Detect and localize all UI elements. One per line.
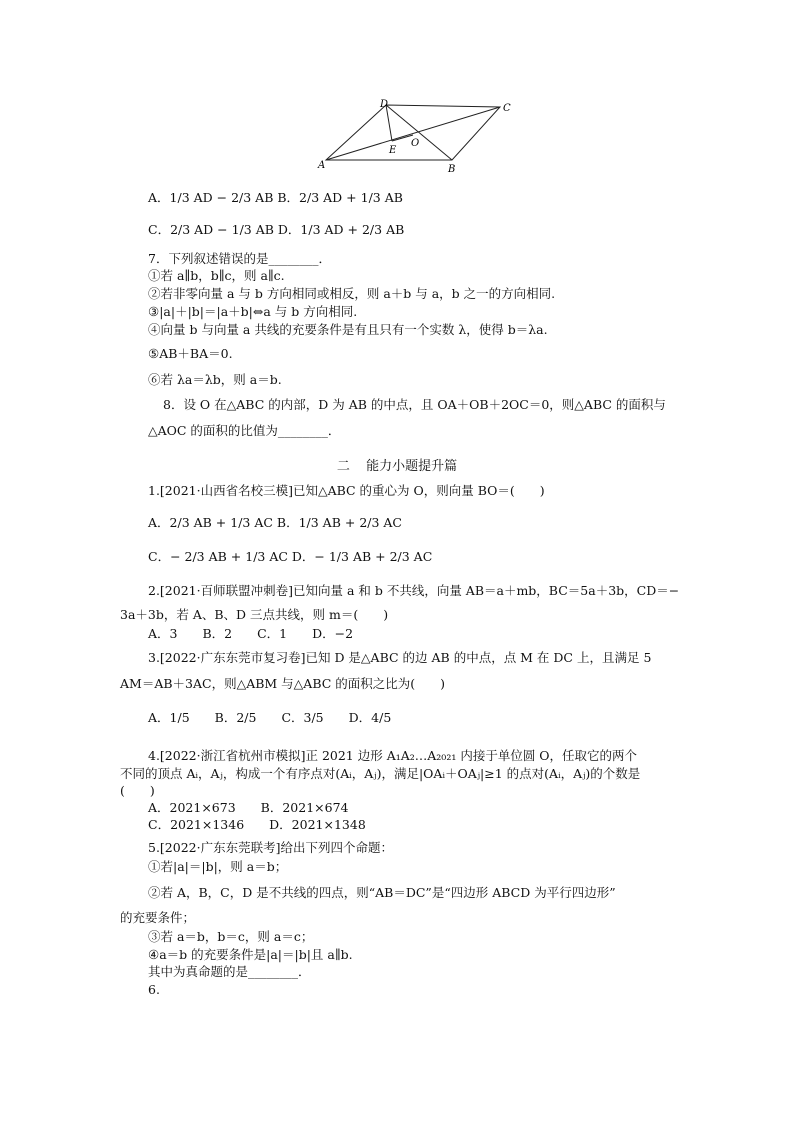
figure-label-b: B bbox=[448, 164, 456, 175]
section-title: 能力小题提升篇 bbox=[366, 459, 458, 474]
s5-item-1: ①若|a|＝|b|，则 a＝b； bbox=[148, 859, 288, 874]
s5-conclusion: 其中为真命题的是________． bbox=[148, 964, 311, 979]
q6-options-row1: A．1/3 AD − 2/3 AB B．2/3 AD + 1/3 AB bbox=[148, 190, 403, 205]
q7-item-2: ②若非零向量 a 与 b 方向相同或相反，则 a＋b 与 a，b 之一的方向相同. bbox=[148, 286, 556, 301]
q7-item-3: ③|a|＋|b|＝|a＋b|⇔a 与 b 方向相同. bbox=[148, 304, 358, 319]
q7-item-5: ⑤AB＋BA＝0. bbox=[148, 346, 233, 361]
s1-options-row2: C．− 2/3 AB + 1/3 AC D．− 1/3 AB + 2/3 AC bbox=[148, 549, 433, 564]
figure-label-e: E bbox=[389, 145, 397, 156]
s4-options-row1: A．2021×673 B．2021×674 bbox=[148, 800, 349, 815]
s5-item-4: ④a＝b 的充要条件是|a|＝|b|且 a∥b. bbox=[148, 947, 353, 962]
figure-label-o: O bbox=[411, 138, 420, 149]
s2-line-2: 3a＋3b，若 A、B、D 三点共线，则 m＝( ) bbox=[120, 607, 389, 622]
s4-line-1: 4.[2022·浙江省杭州市模拟]正 2021 边形 A₁A₂…A₂₀₂₁ 内接于单位圆 O，任取它的两个 bbox=[148, 748, 638, 763]
s1-options-row1: A．2/3 AB + 1/3 AC B．1/3 AB + 2/3 AC bbox=[148, 515, 402, 530]
s3-line-2: AM＝AB＋3AC，则△ABM 与△ABC 的面积之比为( ) bbox=[120, 676, 446, 691]
section-number: 二 bbox=[336, 459, 350, 474]
s3-options: A．1/5 B．2/5 C．3/5 D．4/5 bbox=[148, 710, 392, 725]
s4-line-3: ( ) bbox=[120, 783, 155, 798]
s4-line-2: 不同的顶点 Aᵢ，Aⱼ，构成一个有序点对(Aᵢ，Aⱼ)，满足|OAᵢ＋OAⱼ|≥1 的点对(Aᵢ，Aⱼ)的个数是 bbox=[120, 766, 641, 781]
parallelogram-figure bbox=[316, 98, 526, 178]
s5-item-3: ③若 a＝b，b＝c，则 a＝c； bbox=[148, 929, 314, 944]
s6-number: 6. bbox=[148, 982, 160, 997]
s1-stem: 1.[2021·山西省名校三模]已知△ABC 的重心为 O，则向量 BO＝( ) bbox=[148, 483, 545, 498]
figure-label-c: C bbox=[503, 103, 511, 114]
s3-line-1: 3.[2022·广东东莞市复习卷]已知 D 是△ABC 的边 AB 的中点，点 M 在 DC 上，且满足 5 bbox=[148, 650, 652, 665]
s4-options-row2: C．2021×1346 D．2021×1348 bbox=[148, 817, 366, 832]
s5-stem: 5.[2022·广东东莞联考]给出下列四个命题： bbox=[148, 840, 393, 855]
s2-line-1: 2.[2021·百师联盟冲刺卷]已知向量 a 和 b 不共线，向量 AB＝a＋mb，BC＝5a＋3b，CD＝− bbox=[148, 583, 680, 598]
q6-options-row2: C．2/3 AD − 1/3 AB D．1/3 AD + 2/3 AB bbox=[148, 222, 405, 237]
q8-line-1: 8．设 O 在△ABC 的内部，D 为 AB 的中点，且 OA＋OB＋2OC＝0，则△ABC 的面积与 bbox=[163, 397, 666, 412]
s5-item-2b: 的充要条件； bbox=[120, 910, 196, 925]
q8-line-2: △AOC 的面积的比值为________． bbox=[148, 423, 341, 438]
s2-options: A．3 B．2 C．1 D．−2 bbox=[148, 626, 354, 641]
figure-label-a: A bbox=[318, 160, 326, 171]
q7-item-4: ④向量 b 与向量 a 共线的充要条件是有且只有一个实数 λ，使得 b＝λa. bbox=[148, 322, 548, 337]
s5-item-2a: ②若 A，B，C，D 是不共线的四点，则“AB＝DC”是“四边形 ABCD 为平行四边形” bbox=[148, 885, 616, 900]
figure-label-d: D bbox=[380, 99, 389, 110]
section-header bbox=[0, 455, 794, 474]
q7-item-6: ⑥若 λa＝λb，则 a＝b. bbox=[148, 372, 282, 387]
q7-item-1: ①若 a∥b，b∥c，则 a∥c. bbox=[148, 268, 285, 283]
q7-stem: 7．下列叙述错误的是________． bbox=[148, 251, 331, 266]
